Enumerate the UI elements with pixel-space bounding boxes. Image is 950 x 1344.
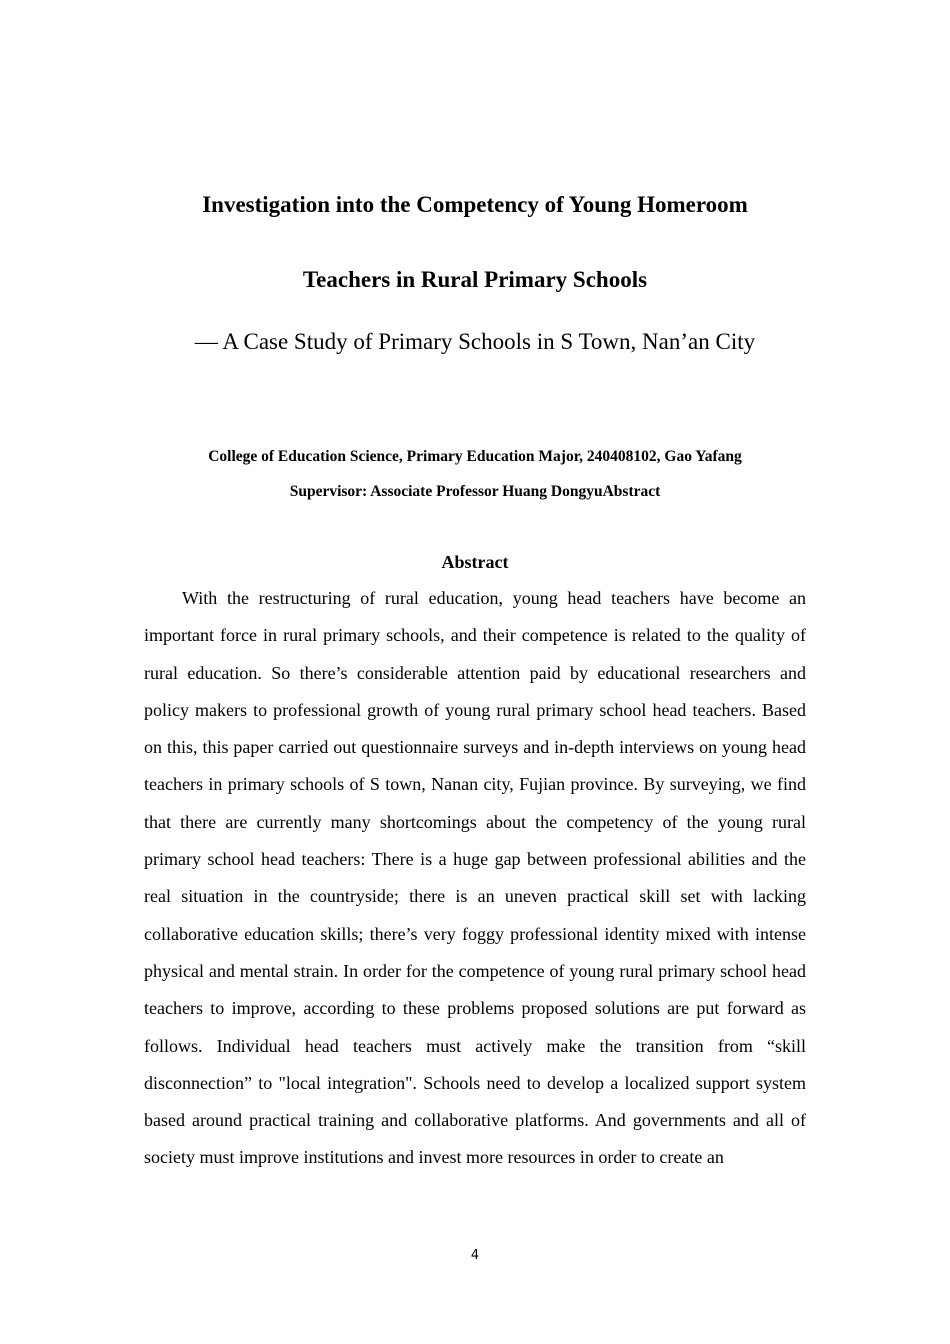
supervisor-line: Supervisor: Associate Professor Huang DongyuAbstract: [289, 483, 661, 500]
abstract-heading: Abstract: [441, 552, 509, 572]
page-number: 4: [470, 1248, 480, 1263]
author-line: College of Education Science, Primary Education Major, 240408102, Gao Yafang: [208, 448, 742, 465]
abstract-body: With the restructuring of rural education, young head teachers have become an important force in rural primary schools, and their competence is related to the quality of rural education. So there’s considerable attention paid by educational researchers and policy makers to professional growth of young rural primary school head teachers. Based on this, this paper carried out questionnaire surveys and in-depth interviews on young head teachers in primary schools of S town, Nanan city, Fujian province. By surveying, we find that there are currently many shortcomings about the competency of the young rural primary school head teachers: There is a huge gap between professional abilities and the real situation in the countryside; there is an uneven practical skill set with lacking collaborative education skills; there’s very foggy professional identity mixed with intense physical and mental strain. In order for the competence of young rural primary school head teachers to improve, according to these problems proposed solutions are put forward as follows. Individual head teachers must actively make the transition from “skill disconnection” to "local integration". Schools need to develop a localized support system based around practical training and collaborative platforms. And governments and all of society must improve institutions and invest more resources in order to create an: [144, 588, 806, 1168]
paper-subtitle: — A Case Study of Primary Schools in S Town, Nan’an City: [194, 329, 756, 354]
paper-title-line-2: Teachers in Rural Primary Schools: [302, 267, 648, 292]
paper-title-line-1: Investigation into the Competency of Young Homeroom: [202, 192, 748, 217]
